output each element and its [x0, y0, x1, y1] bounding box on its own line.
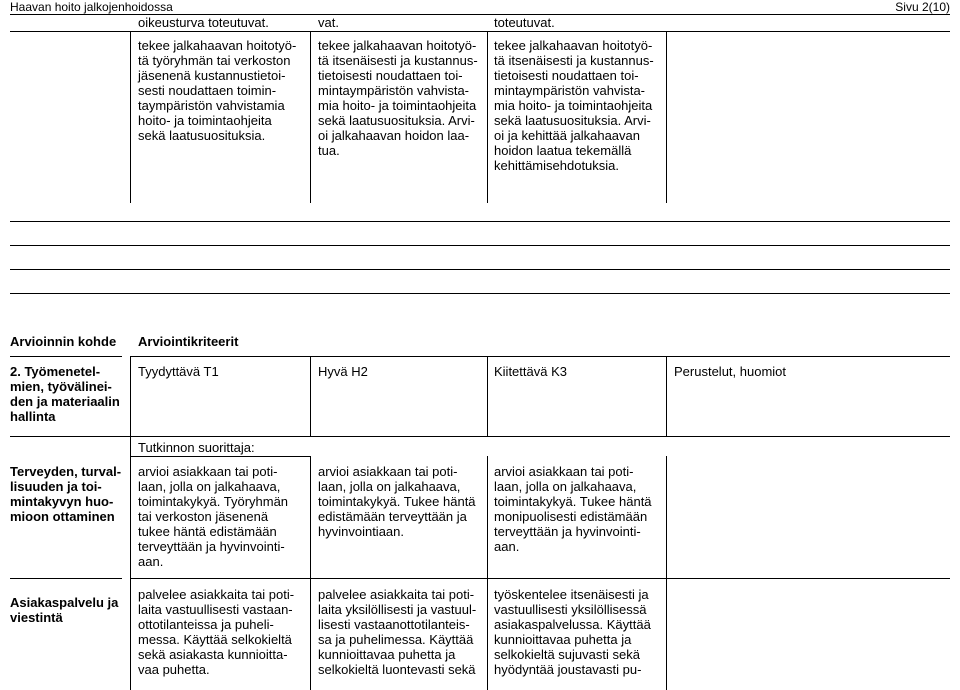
section1-divider-3 [487, 31, 488, 203]
assessment-divider-4a [666, 356, 667, 436]
row-health-rule-left [10, 578, 122, 579]
top-row-col1: oikeusturva toteutuvat. [138, 15, 269, 30]
assessment-divider-3a [487, 356, 488, 436]
performer-label: Tutkinnon suorittaja: [138, 440, 255, 455]
section1-divider-1 [130, 31, 131, 203]
section1-t1-text: tekee jalkahaavan hoitotyö- tä työryhmän tai verkoston jäsenenä kustannustietoi- sesti noudattaen toimin- taympäristön vahvistamia hoito- ja toimintaohjeita sekä laatusuosituksia. [138, 38, 297, 143]
top-row-col2: vat. [318, 15, 339, 30]
top-row-rule [10, 31, 950, 32]
blank-rule-4 [10, 293, 950, 294]
row-service-h2: palvelee asiakkaita tai poti- laita yksilöllisesti ja vastuul- lisesti vastaanottotilanteis- sa ja puhelimessa. Käyttää kunnioittavaa puhetta ja selkokieltä luontevasti sekä [318, 587, 477, 677]
section1-h2-text: tekee jalkahaavan hoitotyö- tä itsenäisesti ja kustannus- tietoisesti noudattaen toi- mintaympäristön vahvista- mia hoito- ja toimintaohjeita sekä laatusuosituksia. Arvi- oi jalkahaavan hoidon laa- tua. [318, 38, 478, 158]
grade-h2-header: Hyvä H2 [318, 364, 368, 379]
assessment-header-rule-left [10, 356, 122, 357]
blank-rule-2 [10, 245, 950, 246]
row-health-rule-right [130, 578, 950, 579]
performer-rule [130, 456, 310, 457]
assessment-header-rule-right [130, 356, 950, 357]
assessment-divider-2a [310, 356, 311, 436]
blank-rule-1 [10, 221, 950, 222]
top-row-col3: toteutuvat. [494, 15, 555, 30]
assessment-divider-1 [130, 356, 131, 690]
grade-t1-header: Tyydyttävä T1 [138, 364, 219, 379]
assessment-divider-2b [310, 456, 311, 690]
section1-k3-text: tekee jalkahaavan hoitotyö- tä itsenäisesti ja kustannus- tietoisesti noudattaen toi- mintaympäristön vahvista- mia hoito- ja toimintaohjeita sekä laatusuosituksia. Arvi- oi ja kehittää jalkahaavan hoidon laatua tekemällä kehittämisehdotuksia. [494, 38, 654, 173]
section1-divider-2 [310, 31, 311, 203]
row-health-label: Terveyden, turval- lisuuden ja toi- mintakyvyn huo- mioon ottaminen [10, 464, 122, 524]
assessment-divider-4b [666, 456, 667, 690]
assessment-target-2: 2. Työmenetel- mien, työvälinei- den ja materiaalin hallinta [10, 364, 120, 424]
assessment-divider-3b [487, 456, 488, 690]
row-health-k3: arvioi asiakkaan tai poti- laan, jolla on jalkahaava, toimintakykyä. Tukee häntä monipuolisesti edistämään terveyttään ja hyvinvointi- aan. [494, 464, 652, 554]
row-service-label: Asiakaspalvelu ja viestintä [10, 595, 119, 625]
row-service-k3: työskentelee itsenäisesti ja vastuullisesti yksilöllisessä asiakaspalvelussa. Käyttää kunnioittavaa puhetta ja selkokieltä sujuvasti sekä hyödyntää joustavasti pu- [494, 587, 651, 677]
blank-rule-3 [10, 269, 950, 270]
grade-k3-header: Kiitettävä K3 [494, 364, 567, 379]
page-header [10, 0, 950, 14]
row-health-h2: arvioi asiakkaan tai poti- laan, jolla on jalkahaava, toimintakykyä. Tukee häntä edistämään terveyttään ja hyvinvointiaan. [318, 464, 476, 539]
page-number: Sivu 2(10) [895, 0, 950, 14]
document-title: Haavan hoito jalkojenhoidossa [10, 0, 173, 14]
section1-divider-4 [666, 31, 667, 203]
assessment-criteria-header: Arviointikriteerit [138, 334, 239, 349]
row-health-t1: arvioi asiakkaan tai poti- laan, jolla on jalkahaava, toimintakykyä. Työryhmän tai verkoston jäsenenä tukee häntä edistämään terveyttään ja hyvinvointi- aan. [138, 464, 289, 569]
assessment-target-header: Arvioinnin kohde [10, 334, 117, 349]
notes-header: Perustelut, huomiot [674, 364, 787, 379]
assessment-grade-rule [10, 436, 950, 437]
row-service-t1: palvelee asiakkaita tai poti- laita vastuullisesti vastaan- ottotilanteissa ja puheli- messa. Käyttää selkokieltä sekä asiakasta kunnioitta- vaa puhetta. [138, 587, 295, 677]
